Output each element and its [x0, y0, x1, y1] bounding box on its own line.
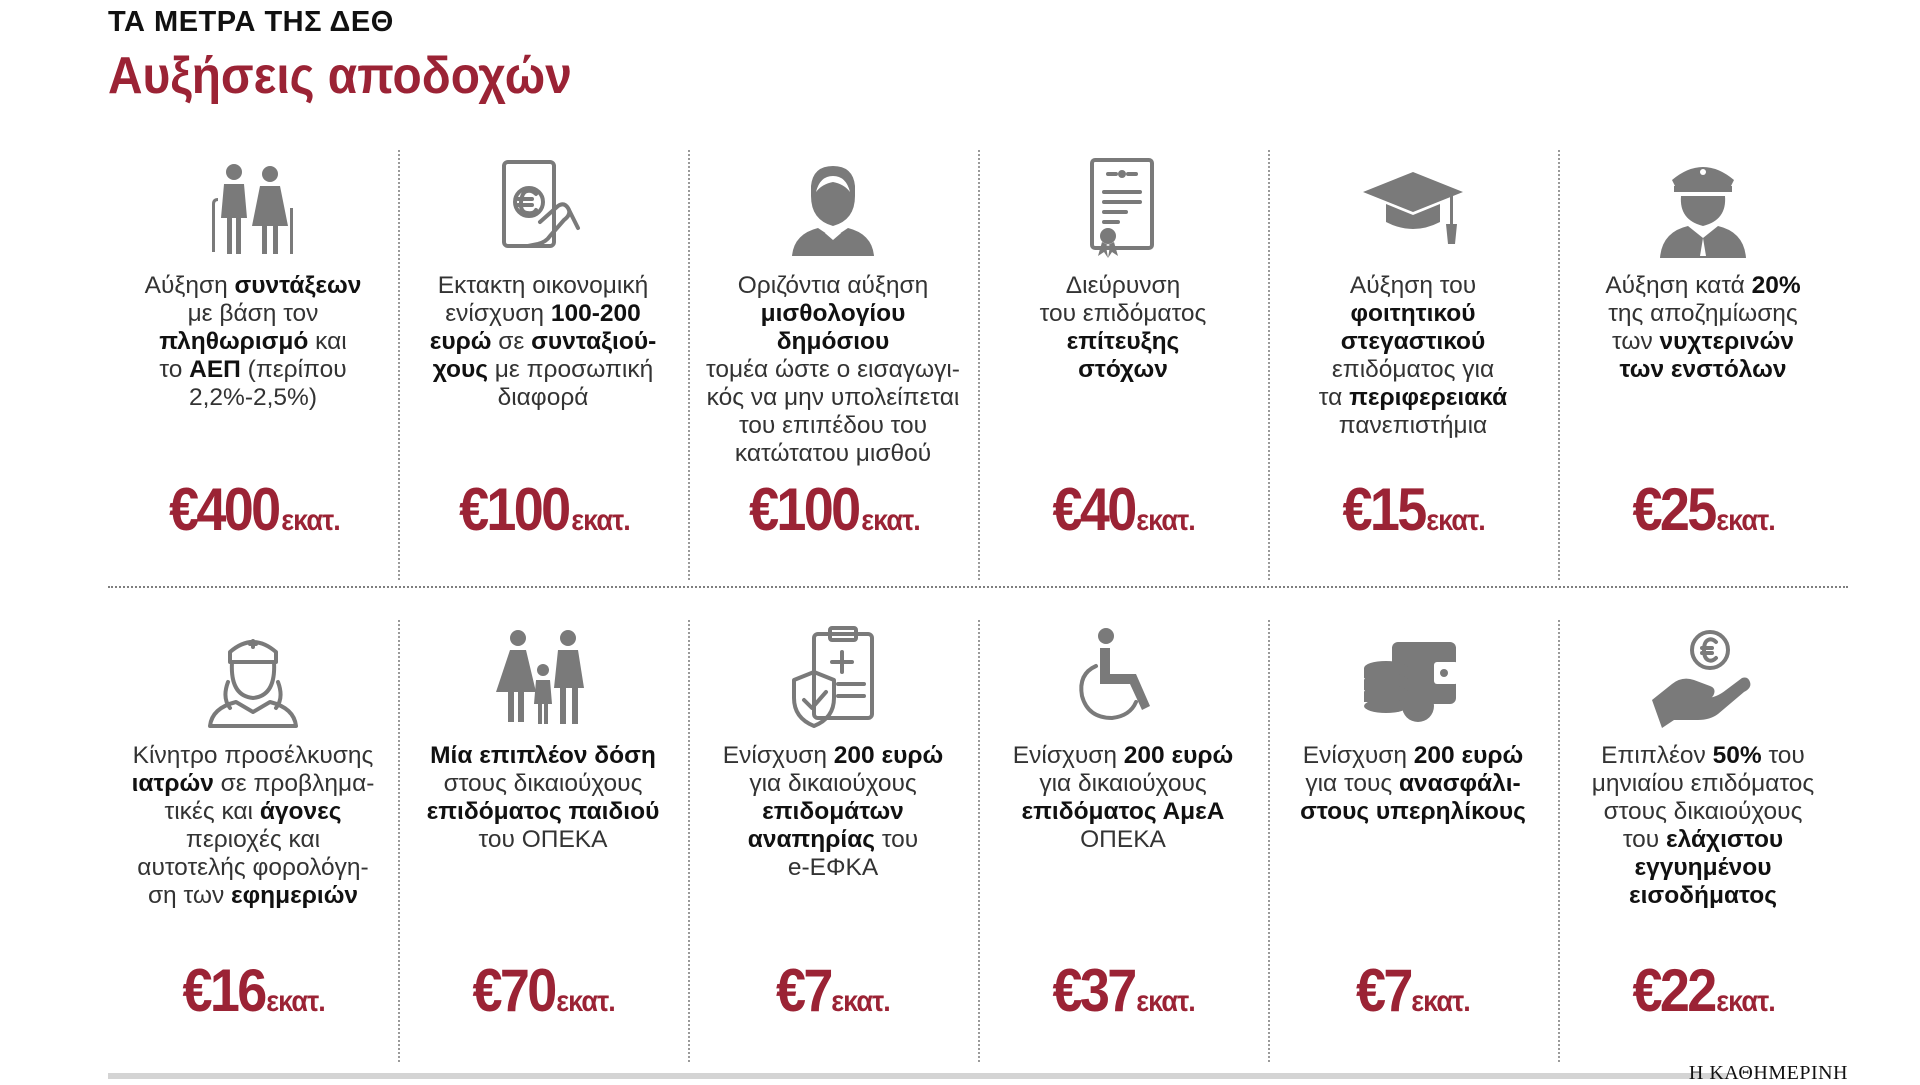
- measure-description: [1572, 742, 1834, 910]
- description-text: και: [308, 328, 347, 355]
- description-text: μηνιαίου επιδόματος: [1591, 770, 1815, 797]
- cost-unit: εκατ.: [1136, 504, 1195, 537]
- description-text: για δικαιούχους: [1039, 770, 1207, 797]
- measure-description: [702, 272, 964, 468]
- description-text: επιδόματος για: [1331, 356, 1495, 383]
- measure-card: [978, 150, 1268, 580]
- description-emphasis: ελάχιστου: [1666, 826, 1784, 853]
- measure-cost: [108, 475, 398, 544]
- cost-unit: εκατ.: [556, 985, 615, 1018]
- measure-cost: [1558, 956, 1848, 1025]
- measure-description: [1282, 272, 1544, 440]
- cost-value: €7: [1356, 957, 1411, 1024]
- description-emphasis: ευρώ: [429, 328, 492, 355]
- description-text: Ενίσχυση: [722, 742, 834, 769]
- cost-value: €100: [748, 476, 859, 543]
- description-text: με βάση τον: [187, 300, 319, 327]
- civil-servant-icon: [778, 152, 888, 262]
- hand-euro-coin-icon: [1648, 622, 1758, 732]
- medical-insurance-icon: [778, 622, 888, 732]
- elderly-couple-icon: [198, 152, 308, 262]
- description-text: τα: [1318, 384, 1350, 411]
- description-text: κός να μην υπολείπεται: [706, 384, 960, 411]
- measure-description: [992, 742, 1254, 854]
- measure-cost: [398, 956, 688, 1025]
- measure-card: [1558, 150, 1848, 580]
- description-emphasis: μισθολογίου δημόσιου: [760, 300, 906, 355]
- description-emphasis: συντάξεων: [234, 272, 362, 299]
- description-emphasis: Μία επιπλέον δόση: [430, 742, 656, 769]
- cost-value: €40: [1052, 476, 1135, 543]
- wallet-coins-icon: [1358, 622, 1468, 732]
- description-text: (περίπου: [240, 356, 347, 383]
- description-text: της αποζημίωσης: [1608, 300, 1798, 327]
- description-text: με προσωπική: [487, 356, 654, 383]
- cost-value: €7: [776, 957, 831, 1024]
- measure-card: [1268, 150, 1558, 580]
- description-text: το: [159, 356, 190, 383]
- description-text: διαφορά: [497, 384, 589, 411]
- description-emphasis: εγγυημένου: [1634, 854, 1772, 881]
- description-emphasis: άγονες: [259, 798, 342, 825]
- description-emphasis: επίτευξης: [1066, 328, 1180, 355]
- measure-card: [688, 620, 978, 1062]
- measures-row-2: [108, 620, 1848, 1062]
- description-emphasis: 20%: [1751, 272, 1801, 299]
- description-text: του επιδόματος: [1039, 300, 1207, 327]
- nurse-doctor-icon: [198, 622, 308, 732]
- description-text: e-ΕΦΚΑ: [787, 854, 879, 881]
- description-emphasis: εισοδήματος: [1629, 882, 1777, 909]
- uniformed-officer-icon: [1648, 152, 1758, 262]
- description-text: Αύξηση του: [1349, 272, 1477, 299]
- cost-unit: εκατ.: [1136, 985, 1195, 1018]
- kicker-label: ΤΑ ΜΕΤΡΑ ΤΗΣ ΔΕΘ: [108, 6, 394, 38]
- description-text: του επιπέδου του: [738, 412, 928, 439]
- cost-value: €15: [1342, 476, 1425, 543]
- description-text: του: [1761, 742, 1805, 769]
- description-emphasis: 50%: [1712, 742, 1762, 769]
- cost-value: €400: [168, 476, 279, 543]
- description-emphasis: ανασφάλι-: [1398, 770, 1521, 797]
- description-text: πανεπιστήμια: [1338, 412, 1488, 439]
- description-emphasis: επιδόματος ΑμεΑ: [1021, 798, 1225, 825]
- description-text: περιοχές και: [185, 826, 321, 853]
- description-text: για τους: [1305, 770, 1399, 797]
- description-emphasis: φοιτητικού: [1350, 300, 1476, 327]
- wheelchair-icon: [1068, 622, 1178, 732]
- measure-description: [122, 742, 384, 910]
- measure-cost: [688, 956, 978, 1025]
- description-emphasis: χους: [432, 356, 488, 383]
- description-text: Κίνητρο προσέλκυσης: [132, 742, 374, 769]
- graduation-cap-icon: [1358, 152, 1468, 262]
- page-title: Αυξήσεις αποδοχών: [108, 47, 572, 105]
- description-emphasis: στους υπερηλίκους: [1300, 798, 1526, 825]
- cost-value: €100: [458, 476, 569, 543]
- cost-unit: εκατ.: [281, 504, 341, 537]
- euro-banknote-hand-icon: [488, 152, 598, 262]
- description-text: Αύξηση: [144, 272, 235, 299]
- cost-value: €16: [182, 957, 265, 1024]
- description-emphasis: συνταξιού-: [531, 328, 657, 355]
- measure-card: [398, 620, 688, 1062]
- description-emphasis: επιδόματος παιδιού: [426, 798, 660, 825]
- description-emphasis: νυχτερινών: [1659, 328, 1794, 355]
- certificate-icon: [1068, 152, 1178, 262]
- measure-card: [108, 620, 398, 1062]
- cost-value: €70: [472, 957, 555, 1024]
- cost-value: €25: [1632, 476, 1715, 543]
- description-text: αυτοτελής φορολόγη-: [137, 854, 369, 881]
- description-emphasis: ΑΕΠ: [189, 356, 241, 383]
- measure-description: [1572, 272, 1834, 384]
- cost-unit: εκατ.: [831, 985, 890, 1018]
- cost-unit: εκατ.: [1426, 504, 1485, 537]
- measure-cost: [398, 475, 688, 544]
- cost-value: €22: [1632, 957, 1715, 1024]
- measure-cost: [978, 956, 1268, 1025]
- description-emphasis: επιδομάτων: [762, 798, 904, 825]
- description-text: Ενίσχυση: [1302, 742, 1414, 769]
- description-emphasis: στόχων: [1078, 356, 1168, 383]
- description-emphasis: 100-200: [550, 300, 641, 327]
- row-divider: [108, 586, 1848, 588]
- measure-card: [978, 620, 1268, 1062]
- measure-card: [1268, 620, 1558, 1062]
- cost-value: €37: [1052, 957, 1135, 1024]
- description-text: του ΟΠΕΚΑ: [478, 826, 608, 853]
- description-text: του: [875, 826, 919, 853]
- description-text: σε προβλημα-: [213, 770, 375, 797]
- description-emphasis: αναπηρίας: [747, 826, 876, 853]
- description-text: ΟΠΕΚΑ: [1080, 826, 1166, 853]
- description-text: τομέα ώστε ο εισαγωγι-: [706, 356, 960, 383]
- measure-description: [702, 742, 964, 882]
- measure-description: [412, 742, 674, 854]
- description-text: ενίσχυση: [445, 300, 551, 327]
- description-text: σε: [491, 328, 532, 355]
- description-emphasis: 200 ευρώ: [1413, 742, 1524, 769]
- description-emphasis: πληθωρισμό: [159, 328, 309, 355]
- cost-unit: εκατ.: [1716, 985, 1775, 1018]
- description-text: 2,2%-2,5%): [188, 384, 317, 411]
- description-text: του: [1622, 826, 1666, 853]
- measures-row-1: [108, 150, 1848, 580]
- description-text: στους δικαιούχους: [1603, 798, 1803, 825]
- description-text: Διεύρυνση: [1065, 272, 1181, 299]
- description-text: στους δικαιούχους: [443, 770, 643, 797]
- measures-grid: [108, 150, 1848, 1062]
- measure-cost: [688, 475, 978, 544]
- description-text: Ενίσχυση: [1012, 742, 1124, 769]
- description-emphasis: περιφερειακά: [1349, 384, 1508, 411]
- cost-unit: εκατ.: [571, 504, 631, 537]
- description-emphasis: 200 ευρώ: [1123, 742, 1234, 769]
- measure-description: [992, 272, 1254, 384]
- description-text: Οριζόντια αύξηση: [737, 272, 929, 299]
- measure-cost: [108, 956, 398, 1025]
- footer-rule: [108, 1073, 1728, 1079]
- cost-unit: εκατ.: [266, 985, 325, 1018]
- measure-card: [1558, 620, 1848, 1062]
- source-credit: Η ΚΑΘΗΜΕΡΙΝΗ: [1688, 1062, 1848, 1084]
- description-emphasis: 200 ευρώ: [833, 742, 944, 769]
- description-text: Εκτακτη οικονομική: [437, 272, 649, 299]
- description-text: τικές και: [164, 798, 260, 825]
- description-emphasis: ιατρών: [131, 770, 214, 797]
- measure-cost: [978, 475, 1268, 544]
- measure-cost: [1268, 956, 1558, 1025]
- measure-cost: [1558, 475, 1848, 544]
- measure-description: [122, 272, 384, 412]
- measure-cost: [1268, 475, 1558, 544]
- cost-unit: εκατ.: [1716, 504, 1775, 537]
- description-text: των: [1612, 328, 1660, 355]
- description-text: ση των: [147, 882, 232, 909]
- cost-unit: εκατ.: [1411, 985, 1470, 1018]
- measure-description: [412, 272, 674, 412]
- description-text: κατώτατου μισθού: [734, 440, 932, 467]
- measure-description: [1282, 742, 1544, 826]
- description-emphasis: των ενστόλων: [1619, 356, 1787, 383]
- cost-unit: εκατ.: [861, 504, 921, 537]
- description-text: Επιπλέον: [1601, 742, 1713, 769]
- description-emphasis: στεγαστικού: [1340, 328, 1486, 355]
- description-text: Αύξηση κατά: [1605, 272, 1752, 299]
- measure-card: [688, 150, 978, 580]
- description-text: για δικαιούχους: [749, 770, 917, 797]
- measure-card: [398, 150, 688, 580]
- measure-card: [108, 150, 398, 580]
- family-icon: [488, 622, 598, 732]
- description-emphasis: εφημεριών: [231, 882, 359, 909]
